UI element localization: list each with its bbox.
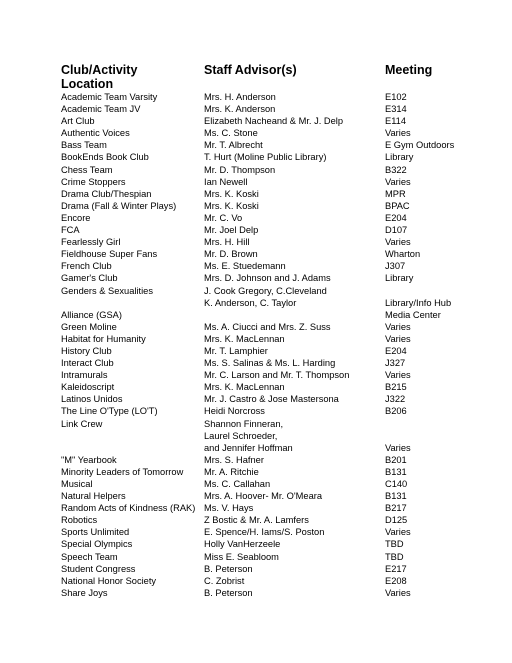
staff-advisor: Ms. E. Stuedemann (204, 261, 286, 272)
table-row (0, 200, 512, 212)
club-name: FCA (61, 225, 80, 236)
staff-advisor: Mr. D. Brown (204, 249, 258, 260)
meeting-location: BPAC (385, 200, 410, 211)
table-row (0, 454, 512, 466)
table-row (0, 345, 512, 357)
club-name: Crime Stoppers (61, 176, 126, 187)
staff-advisor: J. Cook Gregory, C.Cleveland (204, 285, 327, 296)
club-name: National Honor Society (61, 575, 157, 586)
club-name: Academic Team JV (61, 104, 141, 115)
meeting-location: E314 (385, 104, 407, 115)
club-name: The Line O'Type (LO'T) (61, 406, 158, 417)
staff-advisor: Ms. A. Ciucci and Mrs. Z. Suss (204, 321, 331, 332)
staff-advisor: Ms. C. Callahan (204, 479, 271, 489)
club-name: BookEnds Book Club (61, 152, 149, 163)
club-name: Fearlessly Girl (61, 237, 121, 248)
club-name: Link Crew (61, 418, 103, 429)
table-row (0, 563, 512, 575)
meeting-location: J322 (385, 394, 406, 405)
club-name: Encore (61, 212, 91, 223)
table-row (0, 418, 512, 430)
staff-advisor: Mr. C. Larson and Mr. T. Thompson (204, 370, 350, 381)
club-name: Bass Team (61, 140, 107, 151)
meeting-location: B131 (385, 466, 407, 477)
club-name: Minority Leaders of Tomorrow (61, 466, 184, 477)
table-row (0, 188, 512, 200)
staff-advisor: Shannon Finneran, (204, 418, 284, 429)
club-name: Habitat for Humanity (61, 333, 146, 344)
club-name: Speech Team (61, 551, 118, 562)
table-row (0, 224, 512, 236)
table-row (0, 103, 512, 115)
meeting-location: B217 (385, 503, 407, 514)
club-name: Interact Club (61, 358, 114, 369)
staff-advisor: Mrs. K. Anderson (204, 104, 276, 115)
advisor-column-header: Staff Advisor(s) (204, 63, 297, 77)
table-row (0, 575, 512, 587)
meeting-location: TBD (385, 551, 404, 562)
staff-advisor: Mr. J. Castro & Jose Mastersona (204, 394, 339, 405)
club-name: Drama Club/Thespian (61, 188, 152, 199)
table-row (0, 248, 512, 260)
table-row (0, 297, 512, 309)
club-name: Special Olympics (61, 539, 133, 550)
staff-advisor: and Jennifer Hoffman (204, 442, 293, 453)
staff-advisor: Mrs. H. Anderson (204, 92, 276, 102)
staff-advisor: B. Peterson (204, 587, 253, 598)
staff-advisor: Mrs. K. MacLennan (204, 382, 285, 393)
club-name: Musical (61, 479, 93, 489)
meeting-location: D125 (385, 515, 408, 526)
table-row (0, 514, 512, 526)
staff-advisor: T. Hurt (Moline Public Library) (204, 152, 327, 163)
table-row (0, 127, 512, 139)
table-row (0, 466, 512, 478)
meeting-location: Varies (385, 176, 411, 187)
staff-advisor: Mr. C. Vo (204, 212, 243, 223)
table-row (0, 442, 512, 454)
staff-advisor: E. Spence/H. Iams/S. Poston (204, 527, 325, 538)
table-row (0, 164, 512, 176)
meeting-location: Varies (385, 237, 411, 248)
staff-advisor: Mr. Joel Delp (204, 225, 259, 236)
table-row (0, 381, 512, 393)
meeting-location: E Gym Outdoors (385, 140, 455, 151)
meeting-location: Varies (385, 370, 411, 381)
table-row (0, 405, 512, 417)
meeting-location: Library/Info Hub (385, 297, 452, 308)
meeting-location: E217 (385, 563, 407, 574)
club-name: Sports Unlimited (61, 527, 130, 538)
meeting-location: D107 (385, 225, 408, 236)
meeting-location: TBD (385, 539, 404, 550)
staff-advisor: B. Peterson (204, 563, 253, 574)
meeting-location: J307 (385, 261, 406, 272)
table-row (0, 151, 512, 163)
table-row (0, 272, 512, 284)
meeting-location: E204 (385, 345, 407, 356)
table-row (0, 369, 512, 381)
club-name: "M" Yearbook (61, 454, 117, 465)
meeting-location: B131 (385, 491, 407, 502)
table-row (0, 176, 512, 188)
table-row (0, 357, 512, 369)
meeting-location: E102 (385, 92, 407, 102)
table-row (0, 236, 512, 248)
meeting-location: Varies (385, 527, 411, 538)
staff-advisor: Mrs. K. Koski (204, 188, 259, 199)
table-row (0, 587, 512, 599)
club-name: Random Acts of Kindness (RAK) (61, 503, 196, 514)
table-row (0, 490, 512, 502)
club-name: Kaleidoscript (61, 382, 115, 393)
staff-advisor: Mr. D. Thompson (204, 164, 276, 175)
table-row (0, 309, 512, 321)
table-row (0, 538, 512, 550)
staff-advisor: Mrs. S. Hafner (204, 454, 264, 465)
staff-advisor: Ian Newell (204, 176, 248, 187)
staff-advisor: Mrs. K. Koski (204, 200, 259, 211)
table-row (0, 321, 512, 333)
staff-advisor: Mr. T. Lamphier (204, 345, 268, 356)
table-row (0, 260, 512, 272)
club-name: Chess Team (61, 164, 113, 175)
club-name: Drama (Fall & Winter Plays) (61, 200, 177, 211)
table-row (0, 139, 512, 151)
staff-advisor: C. Zobrist (204, 575, 245, 586)
staff-advisor: Mrs. A. Hoover- Mr. O'Meara (204, 491, 323, 502)
staff-advisor: Ms. C. Stone (204, 128, 258, 139)
meeting-location: Wharton (385, 249, 421, 260)
table-row (0, 551, 512, 563)
staff-advisor: Ms. V. Hays (204, 503, 254, 514)
table-row (0, 393, 512, 405)
meeting-location: B201 (385, 454, 407, 465)
club-name: Fieldhouse Super Fans (61, 249, 158, 260)
club-name: French Club (61, 261, 112, 272)
meeting-location: J327 (385, 358, 406, 369)
meeting-location: C140 (385, 479, 408, 489)
club-name: History Club (61, 345, 112, 356)
club-name: Gamer's Club (61, 273, 118, 284)
table-row (0, 91, 512, 103)
club-name: Academic Team Varsity (61, 92, 158, 102)
staff-advisor: Mr. T. Albrecht (204, 140, 263, 151)
staff-advisor: Laurel Schroeder, (204, 430, 278, 441)
staff-advisor: Mrs. K. MacLennan (204, 333, 285, 344)
staff-advisor: Z Bostic & Mr. A. Lamfers (204, 515, 309, 526)
meeting-location: Library (385, 152, 414, 163)
club-name: Natural Helpers (61, 491, 126, 502)
club-name: Share Joys (61, 587, 108, 598)
staff-advisor: K. Anderson, C. Taylor (204, 297, 297, 308)
staff-advisor: Miss E. Seabloom (204, 551, 279, 562)
club-name: Alliance (GSA) (61, 309, 122, 320)
table-row (0, 478, 512, 490)
club-table-body (0, 91, 512, 599)
meeting-location: Media Center (385, 309, 441, 320)
staff-advisor: Holly VanHerzeele (204, 539, 281, 550)
staff-advisor: Elizabeth Nacheand & Mr. J. Delp (204, 116, 344, 127)
meeting-location: B206 (385, 406, 407, 417)
meeting-location: Varies (385, 321, 411, 332)
club-name: Latinos Unidos (61, 394, 123, 405)
meeting-location: MPR (385, 188, 406, 199)
club-name: Student Congress (61, 563, 136, 574)
meeting-column-header: Meeting (385, 63, 433, 77)
table-row (0, 212, 512, 224)
staff-advisor: Mr. A. Ritchie (204, 466, 259, 477)
table-row (0, 430, 512, 442)
club-name: Art Club (61, 116, 95, 127)
meeting-location: Library (385, 273, 414, 284)
table-row (0, 333, 512, 345)
meeting-location: B322 (385, 164, 407, 175)
table-row (0, 526, 512, 538)
meeting-location: E204 (385, 212, 407, 223)
location-column-header: Location (61, 77, 114, 91)
meeting-location: E114 (385, 116, 407, 127)
table-row (0, 502, 512, 514)
club-column-header: Club/Activity (61, 63, 138, 77)
meeting-location: Varies (385, 128, 411, 139)
club-name: Authentic Voices (61, 128, 130, 139)
meeting-location: Varies (385, 442, 411, 453)
table-row (0, 115, 512, 127)
meeting-location: Varies (385, 333, 411, 344)
meeting-location: Varies (385, 587, 411, 598)
staff-advisor: Heidi Norcross (204, 406, 265, 417)
club-name: Genders & Sexualities (61, 285, 153, 296)
table-row (0, 285, 512, 297)
club-name: Robotics (61, 515, 98, 526)
staff-advisor: Mrs. H. Hill (204, 237, 250, 248)
club-name: Intramurals (61, 370, 108, 381)
meeting-location: E208 (385, 575, 407, 586)
staff-advisor: Mrs. D. Johnson and J. Adams (204, 273, 331, 284)
staff-advisor: Ms. S. Salinas & Ms. L. Harding (204, 358, 336, 369)
meeting-location: B215 (385, 382, 407, 393)
club-name: Green Moline (61, 321, 117, 332)
